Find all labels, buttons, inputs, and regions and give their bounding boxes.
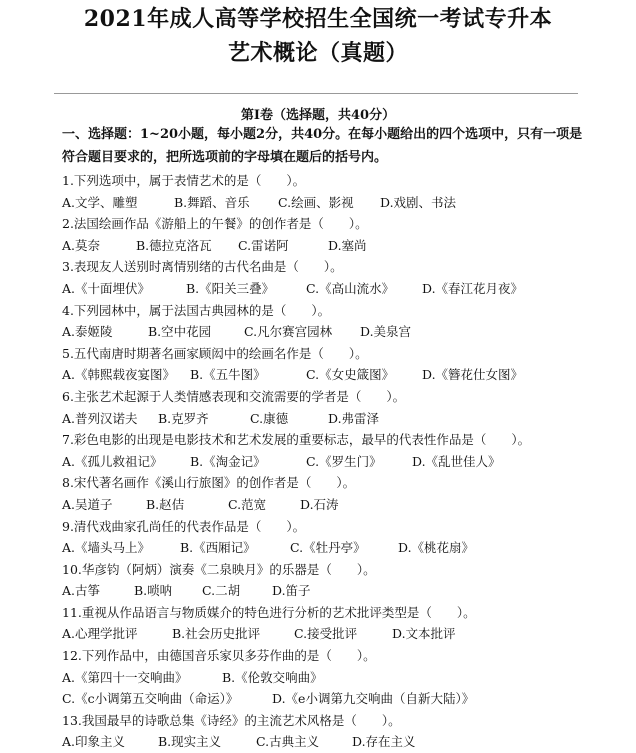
option-row xyxy=(62,688,602,710)
option: B.《西厢记》 xyxy=(180,540,256,556)
option: C.《罗生门》 xyxy=(306,453,382,469)
question-stem: 3.表现友人送别时离情别绪的古代名曲是（ ）。 xyxy=(62,259,343,275)
option: B.克罗齐 xyxy=(158,410,209,426)
option-row xyxy=(62,667,602,689)
question-stem: 8.宋代著名画作《溪山行旅图》的创作者是（ ）。 xyxy=(62,475,356,491)
option: D.石涛 xyxy=(300,496,339,512)
option: C.《牡丹亭》 xyxy=(290,540,366,556)
option-row xyxy=(62,192,602,214)
option: B.舞蹈、音乐 xyxy=(174,194,250,210)
question-stem: 6.主张艺术起源于人类情感表现和交流需要的学者是（ ）。 xyxy=(62,388,406,404)
question-stem: 4.下列园林中，属于法国古典园林的是（ ）。 xyxy=(62,302,331,318)
option: C.范宽 xyxy=(228,496,267,512)
option-row xyxy=(62,494,602,516)
option: C.二胡 xyxy=(202,583,241,599)
question-stem: 1.下列选项中，属于表情艺术的是（ ）。 xyxy=(62,173,306,188)
question-stem: 7.彩色电影的出现是电影技术和艺术发展的重要标志，最早的代表性作品是（ ）。 xyxy=(62,432,531,448)
option: B.《伦敦交响曲》 xyxy=(222,669,323,685)
option: C.凡尔赛宫园林 xyxy=(244,324,333,340)
option: A.吴道子 xyxy=(62,496,113,512)
option: B.《阳关三叠》 xyxy=(186,280,275,296)
exam-subtitle: 艺术概论（真题） xyxy=(227,40,408,66)
option-row xyxy=(62,451,602,473)
question-stem: 12.下列作品中，由德国音乐家贝多芬作曲的是（ ）。 xyxy=(62,648,376,664)
option: B.《五牛图》 xyxy=(190,367,266,383)
option: D.美泉宫 xyxy=(360,324,412,340)
option: B.空中花园 xyxy=(148,324,212,340)
question-stem: 13.我国最早的诗歌总集《诗经》的主流艺术风格是（ ）。 xyxy=(62,712,401,728)
option: D.存在主义 xyxy=(352,734,416,750)
option: C.古典主义 xyxy=(256,734,320,750)
option: D.塞尚 xyxy=(328,237,367,253)
option: A.《孤儿救祖记》 xyxy=(62,453,163,469)
option: D.戏剧、书法 xyxy=(380,194,457,210)
option-row xyxy=(62,731,602,753)
option: C.《高山流水》 xyxy=(306,280,395,296)
question-stem: 2.法国绘画作品《游船上的午餐》的创作者是（ ）。 xyxy=(62,216,368,232)
option-row xyxy=(62,364,602,386)
option: A.《墙头马上》 xyxy=(62,540,151,556)
option-row xyxy=(62,408,602,430)
option: A.《韩熙载夜宴图》 xyxy=(62,367,176,383)
option: D.《e小调第九交响曲（自新大陆）》 xyxy=(272,691,475,707)
option: D.《乱世佳人》 xyxy=(412,453,501,469)
question-stem: 10.华彦钧（阿炳）演奏《二泉映月》的乐器是（ ）。 xyxy=(62,561,376,577)
option: A.普列汉诺夫 xyxy=(62,410,138,426)
option-row xyxy=(62,235,602,257)
option: A.印象主义 xyxy=(62,734,126,750)
option: A.《十面埋伏》 xyxy=(62,280,151,296)
option-row xyxy=(62,537,602,559)
option: C.绘画、影视 xyxy=(278,194,354,210)
option-row xyxy=(62,321,602,343)
instruction-line-1: 一、选择题：1~20小题，每小题2分，共40分。在每小题给出的四个选项中，只有一项是 xyxy=(62,127,583,142)
option: B.唢呐 xyxy=(134,583,173,599)
option: B.《淘金记》 xyxy=(190,453,266,469)
option: D.《桃花扇》 xyxy=(398,540,475,556)
option: C.康德 xyxy=(250,410,289,426)
option-row xyxy=(62,278,602,300)
option: B.社会历史批评 xyxy=(172,626,261,642)
option: D.《春江花月夜》 xyxy=(422,280,524,296)
instruction-line-2: 符合题目要求的，把所选项前的字母填在题后的括号内。 xyxy=(62,150,388,165)
option: D.文本批评 xyxy=(392,626,456,642)
option: A.古筝 xyxy=(62,583,101,599)
option-row xyxy=(62,580,602,602)
option: C.接受批评 xyxy=(294,626,358,642)
question-stem: 5.五代南唐时期著名画家顾闳中的绘画名作是（ ）。 xyxy=(62,345,368,361)
question-stem: 9.清代戏曲家孔尚任的代表作品是（ ）。 xyxy=(62,518,306,534)
option: D.笛子 xyxy=(272,583,311,599)
option: A.莫奈 xyxy=(62,237,101,253)
question-stem: 11.重视从作品语言与物质媒介的特色进行分析的艺术批评类型是（ ）。 xyxy=(62,604,476,620)
option: D.《簪花仕女图》 xyxy=(422,367,524,383)
option: D.弗雷泽 xyxy=(328,410,380,426)
option: B.赵佶 xyxy=(146,496,185,512)
question-list xyxy=(62,170,602,753)
header-divider xyxy=(54,93,578,94)
option: C.《女史箴图》 xyxy=(306,367,395,383)
option: A.心理学批评 xyxy=(62,626,138,642)
option: B.现实主义 xyxy=(158,734,222,750)
section-heading: 第Ⅰ卷（选择题，共40分） xyxy=(240,108,396,123)
option: B.德拉克洛瓦 xyxy=(136,237,212,253)
option: C.雷诺阿 xyxy=(238,237,289,253)
option-row xyxy=(62,623,602,645)
option: A.泰姬陵 xyxy=(62,324,113,340)
exam-title: 2021年成人高等学校招生全国统一考试专升本 xyxy=(83,6,553,32)
option: A.文学、雕塑 xyxy=(62,194,138,210)
option: C.《c小调第五交响曲（命运）》 xyxy=(62,691,239,707)
option: A.《第四十一交响曲》 xyxy=(62,669,188,685)
